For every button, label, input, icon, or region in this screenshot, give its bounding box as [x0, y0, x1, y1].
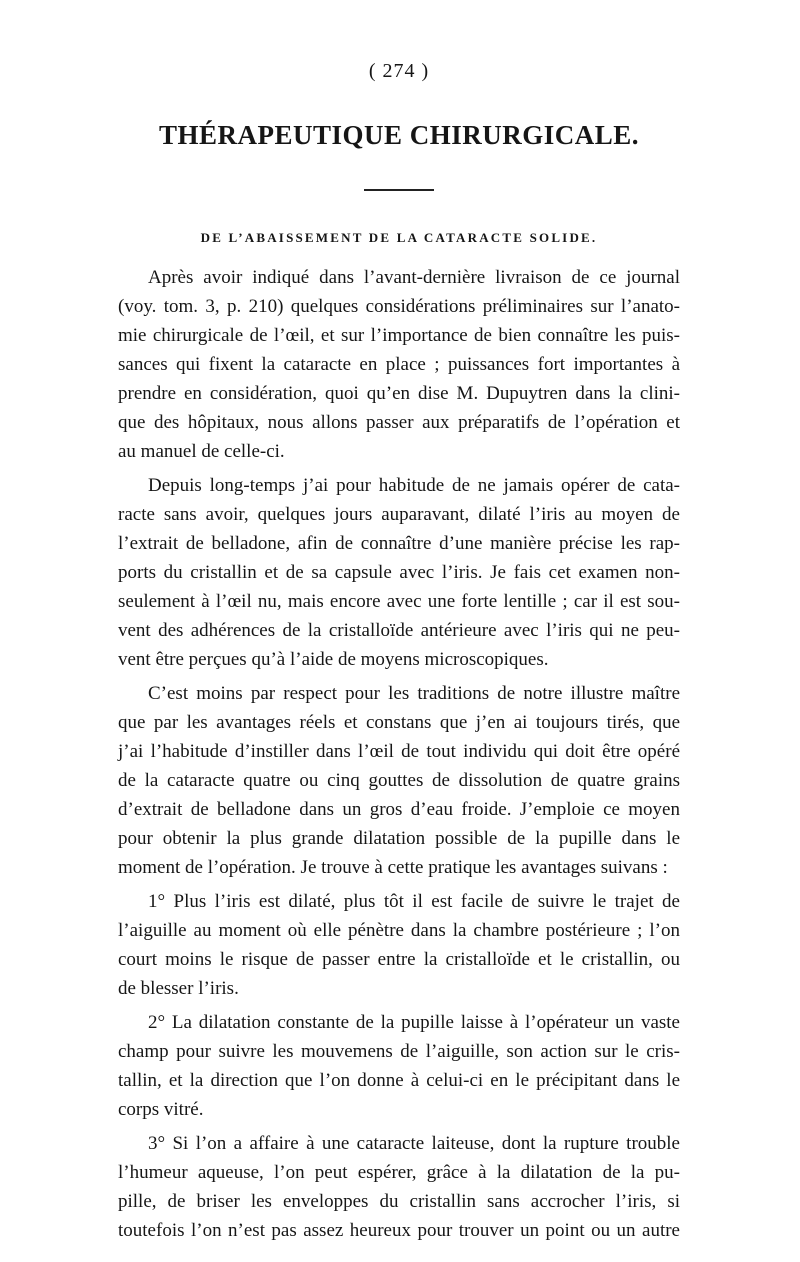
paragraph: [118, 263, 680, 466]
text-line: C’est moins par respect pour les traditions de notre illustre maître: [148, 683, 680, 704]
text-line: de blesser l’iris.: [118, 978, 239, 999]
chapter-title: THÉRAPEUTIQUE CHIRURGICALE.: [158, 120, 640, 150]
body-text: [118, 263, 680, 1245]
text-line: mie chirurgicale de l’œil, et sur l’importance de bien connaître les puis-: [118, 325, 680, 346]
book-page: [118, 58, 680, 1250]
text-line: j’ai l’habitude d’instiller dans l’œil de tout individu qui doit être opéré: [118, 741, 680, 762]
paragraph: [118, 1008, 680, 1124]
text-line: seulement à l’œil nu, mais encore avec une forte lentille ; car il est sou-: [118, 591, 680, 612]
text-line: (voy. tom. 3, p. 210) quelques considérations préliminaires sur l’anato-: [118, 296, 680, 317]
text-line: Depuis long-temps j’ai pour habitude de ne jamais opérer de cata-: [148, 475, 680, 496]
text-line: au manuel de celle-ci.: [118, 441, 285, 462]
text-line: corps vitré.: [118, 1099, 204, 1120]
text-line: champ pour suivre les mouvemens de l’aiguille, son action sur le cris-: [118, 1041, 680, 1062]
text-line: que des hôpitaux, nous allons passer aux préparatifs de l’opération et: [118, 412, 680, 433]
text-line: d’extrait de belladone dans un gros d’eau froide. J’emploie ce moyen: [118, 799, 680, 820]
paragraph: [118, 1129, 680, 1245]
text-line: vent des adhérences de la cristalloïde antérieure avec l’iris qui ne peu-: [118, 620, 680, 641]
page-number: ( 274 ): [368, 60, 430, 82]
paragraph: [118, 679, 680, 882]
text-line: court moins le risque de passer entre la cristalloïde et le cristallin, ou: [118, 949, 680, 970]
paragraph: [118, 887, 680, 1003]
text-line: racte sans avoir, quelques jours auparavant, dilaté l’iris au moyen de: [118, 504, 680, 525]
text-line: moment de l’opération. Je trouve à cette pratique les avantages suivans :: [118, 857, 668, 878]
text-line: pour obtenir la plus grande dilatation possible de la pupille dans le: [118, 828, 680, 849]
text-line: 3° Si l’on a affaire à une cataracte laiteuse, dont la rupture trouble: [148, 1133, 680, 1154]
text-line: de la cataracte quatre ou cinq gouttes de dissolution de quatre grains: [118, 770, 680, 791]
text-line: Après avoir indiqué dans l’avant-dernière livraison de ce journal: [148, 267, 680, 288]
text-line: prendre en considération, quoi qu’en dise M. Dupuytren dans la clini-: [118, 383, 680, 404]
text-line: tallin, et la direction que l’on donne à celui-ci en le précipitant dans le: [118, 1070, 680, 1091]
text-line: ports du cristallin et de sa capsule avec l’iris. Je fais cet examen non-: [118, 562, 680, 583]
text-line: vent être perçues qu’à l’aide de moyens microscopiques.: [118, 649, 549, 670]
section-title: DE L’ABAISSEMENT DE LA CATARACTE SOLIDE.: [200, 230, 598, 245]
text-line: pille, de briser les enveloppes du cristallin sans accrocher l’iris, si: [118, 1191, 680, 1212]
text-line: 2° La dilatation constante de la pupille laisse à l’opérateur un vaste: [148, 1012, 680, 1033]
text-line: l’extrait de belladone, afin de connaître d’une manière précise les rap-: [118, 533, 680, 554]
title-divider: [364, 189, 434, 191]
paragraph: [118, 471, 680, 674]
text-line: l’humeur aqueuse, l’on peut espérer, grâce à la dilatation de la pu-: [118, 1162, 680, 1183]
text-line: que par les avantages réels et constans que j’en ai toujours tirés, que: [118, 712, 680, 733]
text-line: toutefois l’on n’est pas assez heureux pour trouver un point ou un autre: [118, 1220, 680, 1241]
text-line: l’aiguille au moment où elle pénètre dans la chambre postérieure ; l’on: [118, 920, 680, 941]
text-line: sances qui fixent la cataracte en place ; puissances fort importantes à: [118, 354, 680, 375]
text-line: 1° Plus l’iris est dilaté, plus tôt il est facile de suivre le trajet de: [148, 891, 680, 912]
